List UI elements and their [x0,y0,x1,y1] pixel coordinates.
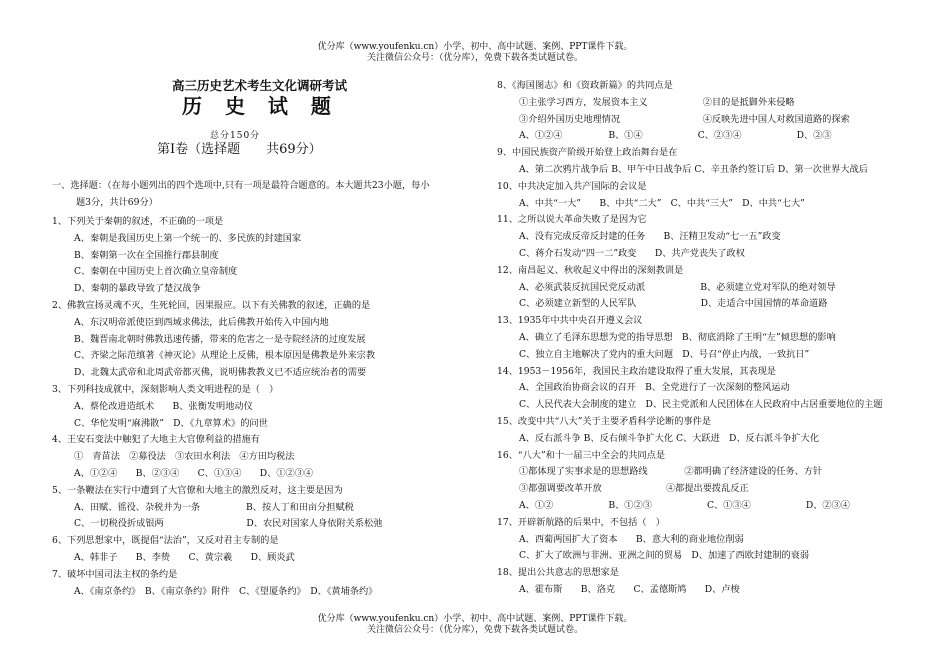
answer-option-line: C、蒋介石发动“四一二”政变 D、共产党丧失了政权 [519,248,745,259]
answer-option-line: ①都体现了实事求是的思想路线 ②都明确了经济建设的任务、方针 [519,466,823,478]
question-stem: 18、提出公共意志的思想家是 [497,567,619,579]
answer-option-line: A、必须武装反抗国民党反动派 B、必须建立党对军队的绝对领导 [519,281,836,293]
question-stem: 5、一条鞭法在实行中遭到了大官僚和大地主的激烈反对，这主要是因为 [52,484,343,496]
answer-option-line: ① 青苗法 ②募役法 ③农田水利法 ④方田均税法 [74,451,295,463]
page-footer [0,614,950,636]
question-stem: 3、下列科技成就中，深刻影响人类文明进程的是（ ） [52,384,279,395]
answer-option-line: A、①②④ B、②③④ C、①③④ D、①②③④ [74,468,314,479]
answer-option-line: A、韩非子 B、李贽 C、黄宗羲 D、顾炎武 [74,552,295,563]
question-stem: 11、之所以说大革命失败了是因为它 [497,214,647,226]
answer-option-line: C、华佗发明“麻沸散” D、《九章算术》的问世 [74,417,268,429]
answer-option-line: ①主张学习西方，发展资本主义 ②目的是抵御外来侵略 [519,96,795,108]
subject-title: 历 史 试 题 [182,94,339,118]
question-stem: 1、下列关于秦朝的叙述，不正确的一项是 [52,216,224,227]
answer-option-line: D、北魏太武帝和北周武帝都灭佛，说明佛教教义已不适应统治者的需要 [74,367,367,379]
answer-option-line: ③都强调要改革开放 ④都提出要拨乱反正 [519,483,749,495]
answer-option-line: C、独立自主地解决了党内的重大问题 D、号召“停止内战，一致抗日” [519,348,810,360]
question-stem: 17、开辟新航路的后果中，不包括（ ） [497,516,665,528]
part-heading: 第Ⅰ卷（选择题 共69分） [157,142,322,157]
instruction-line-2: 题3分，共计69分） [76,197,158,208]
total-score: 总分150分 [210,131,261,141]
question-stem: 12、南昌起义、秋收起义中得出的深刻教训是 [497,264,684,276]
instruction-line-1: 一、选择题：（在每小题列出的四个选项中,只有一项是最符合题意的。本大题共23小题，每小 [52,180,430,191]
question-stem: 16、“八大”和十一届三中全会的共同点是 [497,449,666,461]
answer-option-line: C、一切税役折成银两 D、农民对国家人身依附关系松弛 [74,518,383,530]
answer-option-line: B、魏晋南北朝时佛教迅速传播，带来的危害之一是寺院经济的过度发展 [74,333,366,345]
answer-option-line: A、霍布斯 B、洛克 C、孟德斯鸠 D、卢梭 [519,584,740,595]
answer-option-line: A、田赋、徭役、杂税并为一条 B、按人丁和田亩分担赋税 [74,501,354,513]
answer-option-line: A、中共“一大” B、中共“二大” C、中共“三大” D、中共“七大” [519,197,805,209]
header-line-2: 关注微信公众号：（优分库），免费下载各类试题试卷。 [366,53,583,63]
answer-option-line: ③介绍外国历史地理情况 ④反映先进中国人对救国道路的探索 [519,113,850,125]
question-stem: 14、1953－1956年，我国民主政治建设取得了重大发展，其表现是 [497,365,776,377]
answer-option-line: C、秦朝在中国历史上首次确立皇帝制度 [74,266,238,278]
page-header [0,42,950,64]
question-stem: 8、《海国图志》和《资政新篇》的共同点是 [497,80,673,91]
answer-option-line: C、人民代表大会制度的建立 D、民主党派和人民团体在人民政府中占居重要地位的主题 [519,399,883,411]
answer-option-line: A、东汉明帝派使臣到西域求佛法，此后佛教开始传入中国内地 [74,316,329,328]
answer-option-line: B、秦朝第一次在全国推行郡县制度 [74,249,219,261]
answer-option-line: A、全国政治协商会议的召开 B、全党进行了一次深刻的整风运动 [519,382,790,394]
answer-option-line: A、第二次鸦片战争后 B、甲午中日战争后 C、辛丑条约签订后 D、第一次世界大战后 [519,164,868,175]
answer-option-line: A、反右派斗争 B、反右倾斗争扩大化 C、大跃进 D、反右派斗争扩大化 [519,432,820,444]
header-line-1: 优分库（www.youfenku.cn）小学、初中、高中试题、案例、PPT课件下载。 [317,42,633,52]
answer-option-line: C、齐梁之际范缜著《神灭论》从理论上反佛，根本原因是佛教是外来宗教 [74,350,376,362]
question-stem: 13、1935年中共中央召开遵义会议 [497,315,643,327]
answer-option-line: A、确立了毛泽东思想为党的指导思想 B、彻底消除了王明“左”倾思想的影响 [519,332,836,343]
answer-option-line: A、①②④ B、①④ C、②③④ D、②③ [519,130,832,142]
answer-option-line: A、①② B、①②③ C、①③④ D、②③④ [519,500,850,511]
answer-option-line: A、西葡两国扩大了资本 B、意大利的商业地位削弱 [519,533,744,545]
answer-option-line: A、没有完成反帝反封建的任务 B、汪精卫发动“七一五”政变 [519,231,781,243]
answer-option-line: C、扩大了欧洲与非洲、亚洲之间的贸易 D、加速了西欧封建制的衰弱 [519,550,810,562]
question-stem: 6、下列思想家中，既提倡“法治”，又反对君主专制的是 [52,535,279,547]
footer-line-2: 关注微信公众号：（优分库），免费下载各类试题试卷。 [366,625,583,635]
answer-option-line: A、秦朝是我国历史上第一个统一的、多民族的封建国家 [74,232,302,244]
footer-line-1: 优分库（www.youfenku.cn）小学、初中、高中试题、案例、PPT课件下载。 [317,614,633,624]
question-stem: 4、王安石变法中触犯了大地主大官僚利益的措施有 [52,434,260,446]
question-stem: 7、破坏中国司法主权的条约是 [52,568,178,580]
answer-option-line: D、秦朝的暴政导致了楚汉战争 [74,283,201,295]
answer-option-line: C、必须建立新型的人民军队 D、走适合中国国情的革命道路 [519,298,828,310]
exam-title: 高三历史艺术考生文化调研考试 [172,78,348,93]
question-stem: 2、佛教宣扬灵魂不灭，生死轮回，因果报应。以下有关佛教的叙述，正确的是 [52,300,371,311]
answer-option-line: A、《南京条约》 B、《南京条约》附件 C、《望厦条约》 D、《黄埔条约》 [74,585,378,597]
answer-option-line: A、蔡伦改进造纸术 B、张衡发明地动仪 [74,400,253,412]
question-stem: 15、改变中共“八大”关于主要矛盾科学论断的事件是 [497,416,712,427]
question-stem: 10、中共决定加入共产国际的会议是 [497,180,647,192]
question-stem: 9、中国民族资产阶级开始登上政治舞台是在 [497,147,678,159]
